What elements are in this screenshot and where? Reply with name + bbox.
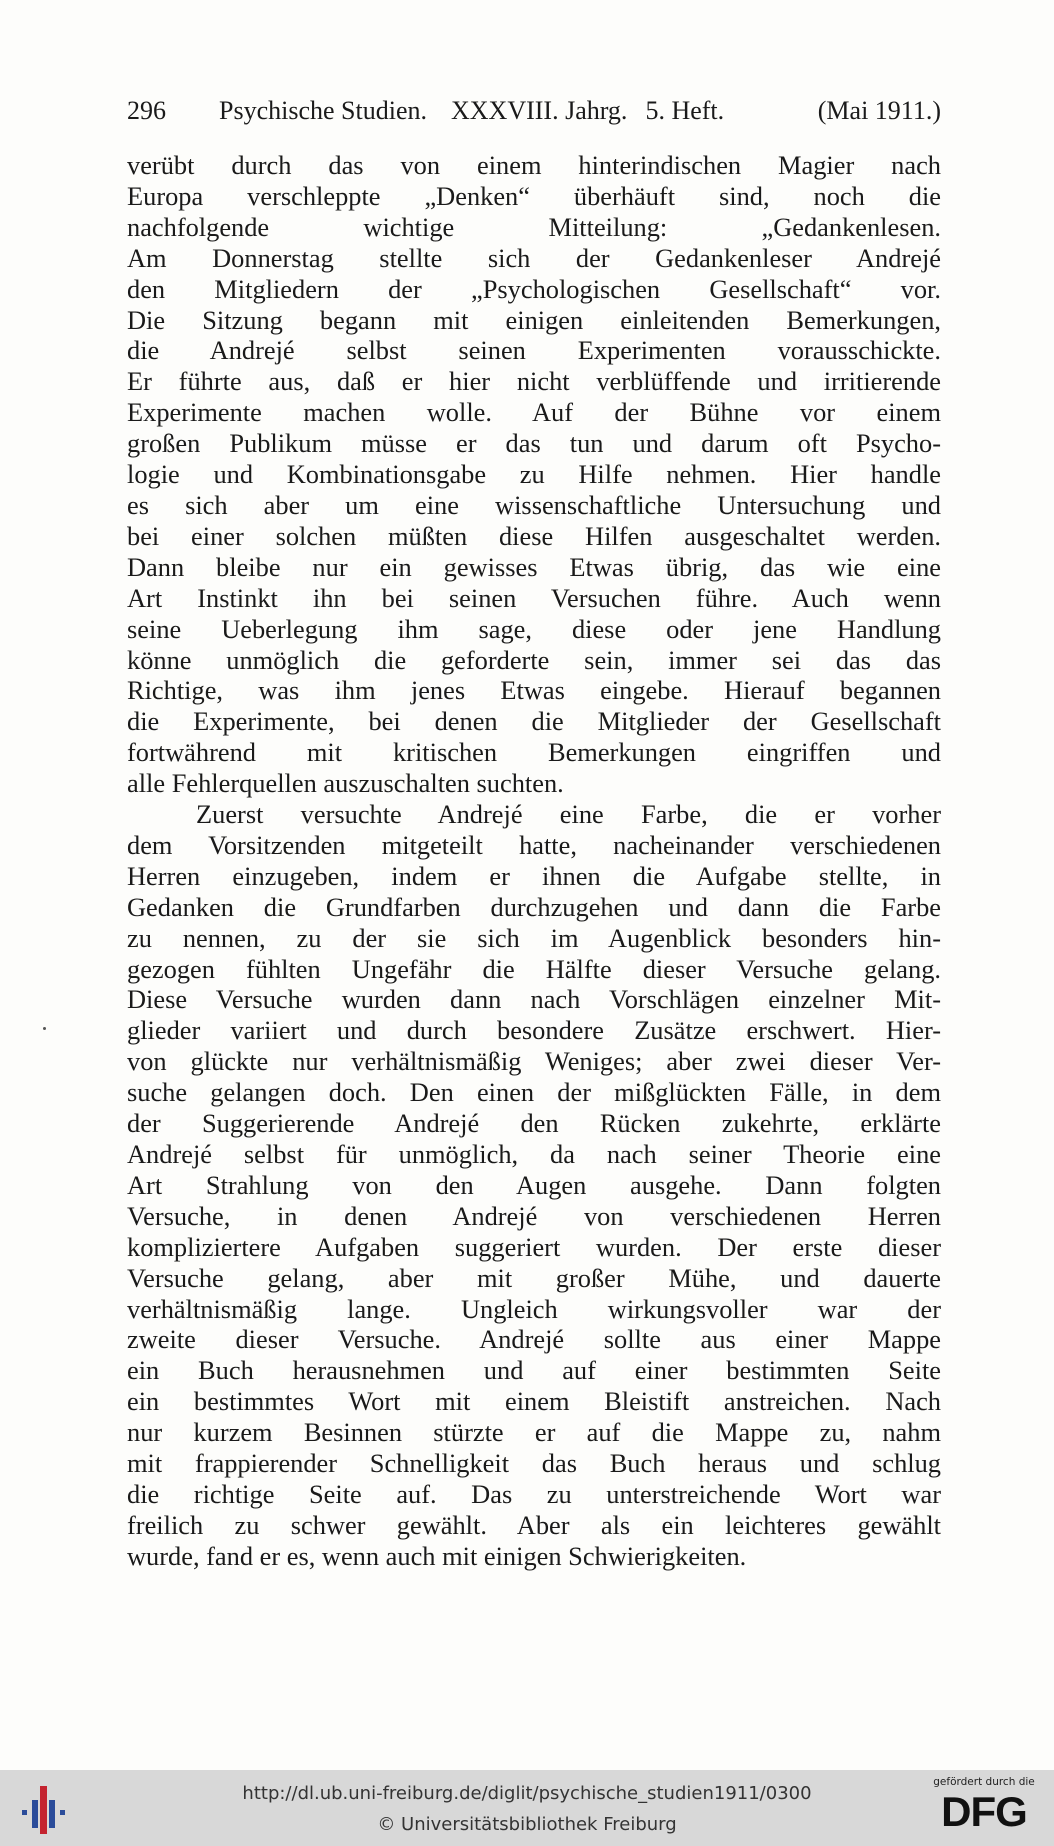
text-line: ein Buch herausnehmen und auf einer bestimmten Seite — [127, 1355, 941, 1386]
text-line: dem Vorsitzenden mitgeteilt hatte, nacheinander verschiedenen — [127, 829, 941, 860]
text-line: der Suggerierende Andrejé den Rücken zukehrte, erklärte — [127, 1108, 941, 1139]
text-line: Gedanken die Grundfarben durchzugehen und dann die Farbe — [127, 891, 941, 922]
issue-label: 5. Heft. — [645, 96, 725, 125]
text-line: Richtige, was ihm jenes Etwas eingebe. Hierauf begannen — [127, 675, 941, 706]
text-line: Er führte aus, daß er hier nicht verblüffende und irritierende — [127, 366, 941, 397]
running-header — [127, 96, 941, 136]
text-line: mit frappierender Schnelligkeit das Buch heraus und schlug — [127, 1448, 941, 1479]
journal-title: Psychische Studien. — [219, 96, 427, 125]
text-line: es sich aber um eine wissenschaftliche Untersuchung und — [127, 489, 941, 520]
dfg-logo-text: DFG — [941, 1788, 1027, 1835]
text-line: Versuche gelang, aber mit großer Mühe, und dauerte — [127, 1262, 941, 1293]
text-line: ein bestimmtes Wort mit einem Bleistift anstreichen. Nach — [127, 1386, 941, 1417]
text-line: glieder variiert und durch besondere Zusätze erschwert. Hier- — [127, 1015, 941, 1046]
text-line: nachfolgende wichtige Mitteilung: „Gedankenlesen. — [127, 211, 941, 242]
text-line: Versuche, in denen Andrejé von verschiedenen Herren — [127, 1200, 941, 1231]
text-line: Art Instinkt ihn bei seinen Versuchen führe. Auch wenn — [127, 582, 941, 613]
text-line: könne unmöglich die geforderte sein, immer sei das das — [127, 644, 941, 675]
text-line: Art Strahlung von den Augen ausgehe. Dann folgten — [127, 1169, 941, 1200]
text-line: bei einer solchen müßten diese Hilfen ausgeschaltet werden. — [127, 520, 941, 551]
text-line: Dann bleibe nur ein gewisses Etwas übrig, das wie eine — [127, 551, 941, 582]
copyright-notice: © Universitätsbibliothek Freiburg — [377, 1814, 677, 1835]
text-line: Europa verschleppte „Denken“ überhäuft sind, noch die — [127, 180, 941, 211]
text-line: verhältnismäßig lange. Ungleich wirkungsvoller war der — [127, 1293, 941, 1324]
text-line: verübt durch das von einem hinterindischen Magier nach — [127, 150, 941, 180]
text-line: fortwährend mit kritischen Bemerkungen eingriffen und — [127, 737, 941, 768]
volume-label: XXXVIII. Jahrg. — [451, 96, 628, 125]
text-line: zu nennen, zu der sie sich im Augenblick besonders hin- — [127, 922, 941, 953]
page-number: 296 — [127, 96, 166, 125]
margin-speck — [43, 1027, 46, 1030]
text-line: Andrejé selbst für unmöglich, da nach seiner Theorie eine — [127, 1139, 941, 1169]
text-line: freilich zu schwer gewählt. Aber als ein leichteres gewählt — [127, 1509, 941, 1540]
viewer-footer — [0, 1770, 1054, 1846]
text-line: die Experimente, bei denen die Mitglieder der Gesellschaft — [127, 706, 941, 737]
text-line: wurde, fand er es, wenn auch mit einigen Schwierigkeiten. — [127, 1540, 747, 1571]
text-line: gezogen fühlten Ungefähr die Hälfte dieser Versuche gelang. — [127, 953, 941, 984]
text-line: Zuerst versuchte Andrejé eine Farbe, die er vorher — [196, 799, 941, 830]
text-line: die richtige Seite auf. Das zu unterstreichende Wort war — [127, 1478, 941, 1509]
text-line: Am Donnerstag stellte sich der Gedankenleser Andrejé — [127, 242, 941, 273]
text-line: Herren einzugeben, indem er ihnen die Aufgabe stellte, in — [127, 860, 941, 891]
issue-date: (Mai 1911.) — [817, 96, 941, 125]
text-line: kompliziertere Aufgaben suggeriert wurden. Der erste dieser — [127, 1231, 941, 1262]
text-line: Die Sitzung begann mit einigen einleitenden Bemerkungen, — [127, 304, 941, 335]
text-line: seine Ueberlegung ihm sage, diese oder jene Handlung — [127, 613, 941, 644]
text-line: suche gelangen doch. Den einen der mißglückten Fälle, in dem — [127, 1077, 941, 1108]
text-line: zweite dieser Versuche. Andrejé sollte aus einer Mappe — [127, 1324, 941, 1355]
text-line: von glückte nur verhältnismäßig Weniges; aber zwei dieser Ver- — [127, 1046, 941, 1077]
text-line: den Mitgliedern der „Psychologischen Gesellschaft“ vor. — [127, 273, 941, 304]
funding-note: gefördert durch die — [933, 1776, 1035, 1788]
text-line: Diese Versuche wurden dann nach Vorschlägen einzelner Mit- — [127, 984, 941, 1015]
permalink-url[interactable]: http://dl.ub.uni-freiburg.de/diglit/psychische_studien1911/0300 — [242, 1783, 812, 1804]
article-body — [127, 150, 941, 1572]
text-line: nur kurzem Besinnen stürzte er auf die Mappe zu, nahm — [127, 1417, 941, 1448]
text-line: die Andrejé selbst seinen Experimenten vorausschickte. — [127, 335, 941, 366]
text-line: logie und Kombinationsgabe zu Hilfe nehmen. Hier handle — [127, 459, 941, 490]
dfg-logo-icon — [926, 1776, 1042, 1840]
text-line: Experimente machen wolle. Auf der Bühne vor einem — [127, 397, 941, 428]
text-line: großen Publikum müsse er das tun und darum oft Psycho- — [127, 428, 941, 459]
text-line: alle Fehlerquellen auszuschalten suchten. — [127, 768, 564, 799]
